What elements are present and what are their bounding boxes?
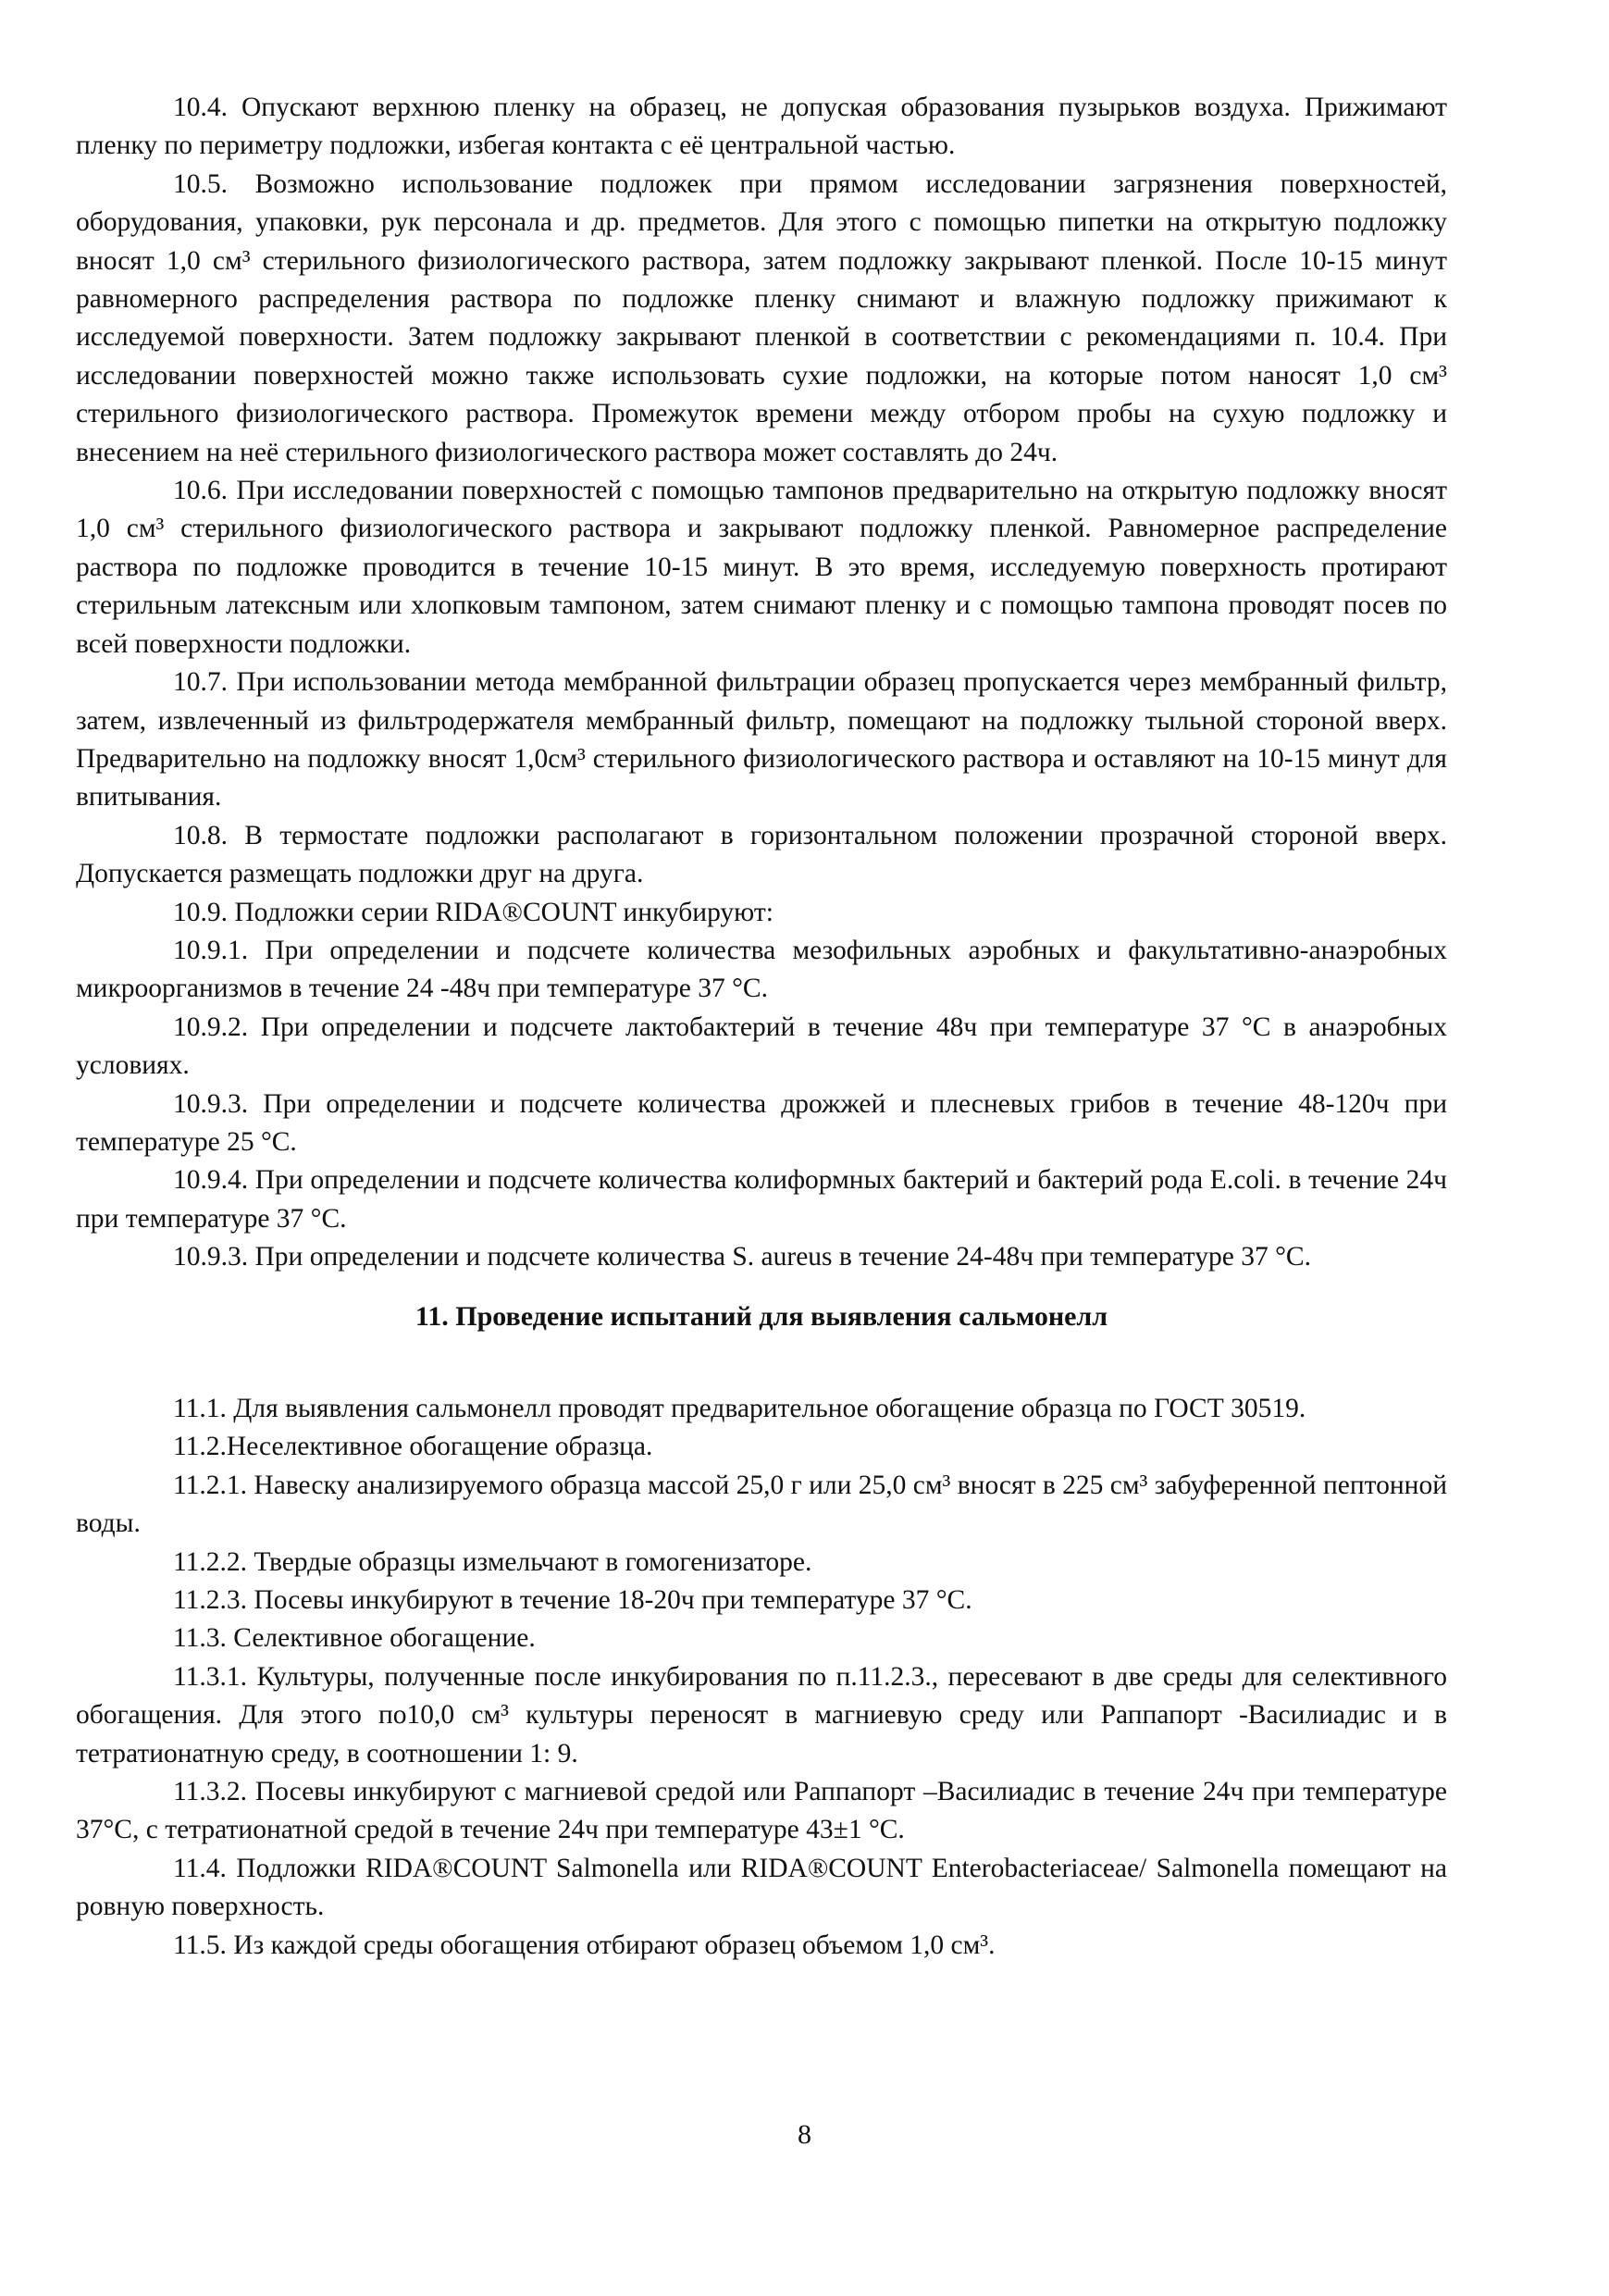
paragraph-10-8: 10.8. В термостате подложки располагают в горизонтальном положении прозрачной стороной вверх. Допускается размещать подложки друг на друга. [76,820,1447,889]
page-number: 8 [798,2119,811,2150]
paragraph-11-2-1: 11.2.1. Навеску анализируемого образца массой 25,0 г или 25,0 см³ вносят в 225 см³ забуференной пептонной воды. [76,1470,1447,1539]
paragraph-10-9-1: 10.9.1. При определении и подсчете количества мезофильных аэробных и факультативно-анаэробных микроорганизмов в течение 24 -48ч при температуре 37 °С. [76,935,1447,1004]
paragraph-10-7: 10.7. При использовании метода мембранной фильтрации образец пропускается через мембранный фильтр, затем, извлеченный из фильтродержателя мембранный фильтр, помещают на подложку тыльной стороной вверх. Предварительно на подложку вносят 1,0см³ стерильного физиологического раствора и оставляют на 10-15 минут для впитывания. [76,667,1447,813]
paragraph-11-3: 11.3. Селективное обогащение. [173,1623,536,1654]
paragraph-11-2-2: 11.2.2. Твердые образцы измельчают в гомогенизаторе. [173,1546,812,1577]
paragraph-11-2-3: 11.2.3. Посевы инкубируют в течение 18-20ч при температуре 37 °С. [173,1585,972,1616]
section-heading: 11. Проведение испытаний для выявления сальмонелл [415,1300,1108,1332]
paragraph-10-9-3: 10.9.3. При определении и подсчете количества дрожжей и плесневых грибов в течение 48-120ч при температуре 25 °С. [76,1088,1447,1157]
paragraph-11-2: 11.2.Неселективное обогащение образца. [173,1432,653,1462]
paragraph-10-5: 10.5. Возможно использование подложек при прямом исследовании загрязнения поверхностей, оборудования, упаковки, рук персонала и др. предметов. Для этого с помощью пипетки на открытую подложку вносят 1,0 см³ стерильного физиологического раствора, затем подложку закрывают пленкой. После 10-15 минут равномерного распределения раствора по подложке пленку снимают и влажную подложку прижимают к исследуемой поверхности. Затем подложку закрывают пленкой в соответствии с рекомендациями п. 10.4. При исследовании поверхностей можно также использовать сухие подложки, на которые потом наносят 1,0 см³ стерильного физиологического раствора. Промежуток времени между отбором пробы на сухую подложку и внесением на неё стерильного физиологического раствора может составлять до 24ч. [76,168,1447,467]
paragraph-11-3-1: 11.3.1. Культуры, полученные после инкубирования по п.11.2.3., пересевают в две среды для селективного обогащения. Для этого по10,0 см³ культуры переносят в магниевую среду или Раппапорт -Василиадис и в тетратионатную среду, в соотношении 1: 9. [76,1661,1447,1769]
paragraph-10-9-5: 10.9.3. При определении и подсчете количества S. aureus в течение 24-48ч при температуре 37 °С. [173,1242,1311,1272]
paragraph-10-4: 10.4. Опускают верхнюю пленку на образец, не допуская образования пузырьков воздуха. Прижимают пленку по периметру подложки, избегая контакта с её центральной частью. [76,93,1447,161]
paragraph-10-9-2: 10.9.2. При определении и подсчете лактобактерий в течение 48ч при температуре 37 °С в анаэробных условиях. [76,1011,1447,1081]
paragraph-11-5: 11.5. Из каждой среды обогащения отбирают образец объемом 1,0 см³. [173,1930,996,1960]
paragraph-11-3-2: 11.3.2. Посевы инкубируют с магниевой средой или Раппапорт –Василиадис в течение 24ч при температуре 37°С, с тетратионатной средой в течение 24ч при температуре 43±1 °С. [76,1777,1447,1845]
paragraph-10-9: 10.9. Подложки серии RIDA®COUNT инкубируют: [173,897,774,927]
paragraph-10-9-4: 10.9.4. При определении и подсчете количества колиформных бактерий и бактерий рода E.coli. в течение 24ч при температуре 37 °С. [76,1165,1447,1234]
paragraph-11-1: 11.1. Для выявления сальмонелл проводят предварительное обогащение образца по ГОСТ 30519. [173,1394,1306,1423]
paragraph-11-4: 11.4. Подложки RIDA®COUNT Salmonella или RIDA®COUNT Enterobacteriaceae/ Salmonella помещают на ровную поверхность. [76,1853,1447,1922]
paragraph-10-6: 10.6. При исследовании поверхностей с помощью тампонов предварительно на открытую подложку вносят 1,0 см³ стерильного физиологического раствора и закрывают подложку пленкой. Равномерное распределение раствора по подложке проводится в течение 10-15 минут. В это время, исследуемую поверхность протирают стерильным латексным или хлопковым тампоном, затем снимают пленку и с помощью тампона проводят посев по всей поверхности подложки. [76,476,1447,659]
document-page [76,89,1447,1965]
